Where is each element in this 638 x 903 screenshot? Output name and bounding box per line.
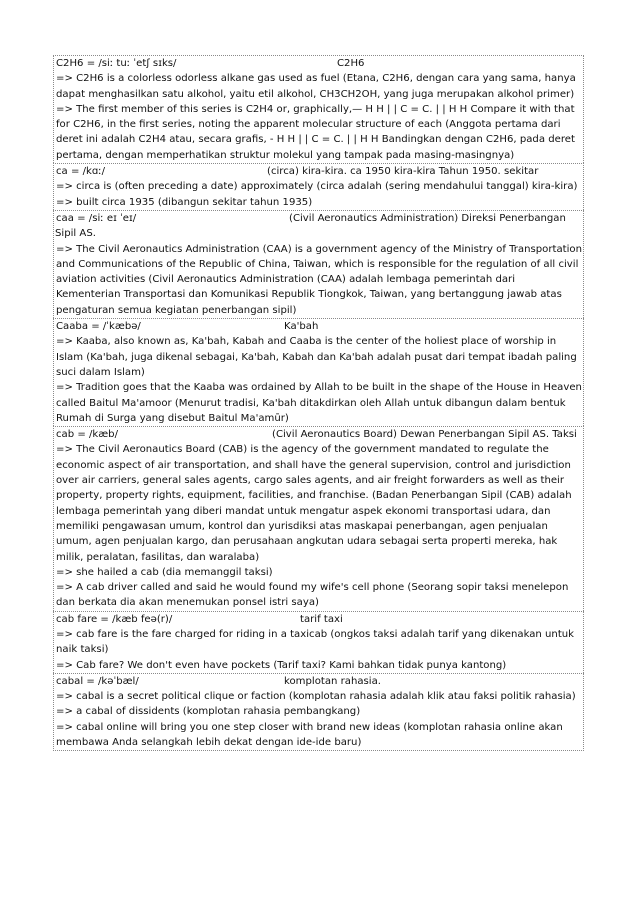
- entry-line: => circa is (often preceding a date) approximately (circa adalah (sering mendahului tanggal) kira-kira): [56, 181, 578, 193]
- entry-line: => The first member of this series is C2H4 or, graphically,— H H | | C = C. | | H H Compare it with that for C2H6, in the first series, noting the apparent molecular structure of each (Anggota pertama dari deret ini adalah C2H4 atau, secara grafis, - H H | | C = C. | | H H Bandingkan dengan C2H6, pada deret pertama, dengan memperhatikan struktur molekul yang tampak pada masing-masingnya): [56, 103, 575, 161]
- entry-gloss: komplotan rahasia.: [284, 675, 382, 687]
- entry-c2h6: [53, 55, 584, 163]
- entry-term: ca = /kɑː/: [56, 166, 106, 178]
- entry-cab-fare: [53, 611, 584, 673]
- entry-header: [55, 164, 582, 179]
- entry-gloss: tarif taxi: [300, 613, 343, 625]
- entry-term: caa = /siː eɪ ˈeɪ/: [56, 212, 137, 224]
- entry-term: cab fare = /kæb feə(r)/: [56, 613, 173, 625]
- entry-line: => The Civil Aeronautics Administration (CAA) is a government agency of the Ministry of Transportation and Communications of the Republic of China, Taiwan, which is responsible for the regulation of all civil aviation activities (Civil Aeronautics Administration (CAA) adalah lembaga pemerintah dari Kementerian Transportasi dan Komunikasi Republik Tiongkok, Taiwan, yang bertanggung jawab atas pengaturan semua kegiatan penerbangan sipil): [56, 243, 582, 316]
- entry-line: => cabal online will bring you one step closer with brand new ideas (komplotan rahasia online akan membawa Anda selangkah lebih dekat dengan ide-ide baru): [56, 721, 563, 749]
- entry-term: cabal = /kəˈbæl/: [56, 675, 139, 687]
- entry-gloss: C2H6: [337, 58, 365, 69]
- entry-term: C2H6 = /siː tuː ˈetʃ sɪks/: [56, 58, 177, 69]
- entry-line: => a cabal of dissidents (komplotan rahasia pembangkang): [56, 706, 361, 718]
- entry-line: => The Civil Aeronautics Board (CAB) is the agency of the government mandated to regulate the economic aspect of air transportation, and shall have the general supervision, control and jurisdiction over air carriers, general sales agents, cargo sales agents, and air freight forwarders as well as their property, property rights, equipment, facilities, and franchise. (Badan Penerbangan Sipil (CAB) adalah lembaga pemerintah yang diberi mandat untuk mengatur aspek ekonomi transportasi udara, dan memiliki pengawasan umum, kontrol dan yurisdiksi atas maskapai penerbangan, agen penjualan umum, agen penjualan kargo, dan perusahaan angkutan udara sebagai serta properti mereka, hak milik, peralatan, fasilitas, dan waralaba): [56, 444, 572, 563]
- entry-gloss: (Civil Aeronautics Administration) Direksi Penerbangan Sipil AS.: [55, 212, 566, 240]
- entry-line: => Kaaba, also known as, Ka'bah, Kabah and Caaba is the center of the holiest place of worship in Islam (Ka'bah, juga dikenal sebagai, Ka'bah, Kabah dan Ka'bah adalah pusat dari tempat ibadah paling suci dalam Islam): [56, 336, 577, 378]
- entry-term: cab = /kæb/: [56, 429, 118, 441]
- entry-line: => she hailed a cab (dia memanggil taksi): [56, 566, 273, 578]
- entry-caa: [53, 210, 584, 318]
- entry-cabal: [53, 673, 584, 751]
- entry-header: [55, 319, 582, 334]
- entry-ca: [53, 163, 584, 210]
- entry-gloss: (Civil Aeronautics Board) Dewan Penerbangan Sipil AS. Taksi: [272, 429, 577, 441]
- entry-line: => Tradition goes that the Kaaba was ordained by Allah to be built in the shape of the House in Heaven called Baitul Ma'amoor (Menurut tradisi, Ka'bah ditakdirkan oleh Allah untuk dibangun dalam bentuk Rumah di Surga yang disebut Baitul Ma'amūr): [56, 382, 582, 424]
- entry-header: [55, 612, 582, 627]
- entry-line: => Cab fare? We don't even have pockets (Tarif taxi? Kami bahkan tidak punya kantong): [56, 659, 507, 671]
- entry-header: [55, 427, 582, 442]
- entry-line: => cabal is a secret political clique or faction (komplotan rahasia adalah klik atau faksi politik rahasia): [56, 691, 576, 703]
- entry-line: => C2H6 is a colorless odorless alkane gas used as fuel (Etana, C2H6, dengan cara yang sama, hanya dapat menghasilkan satu alkohol, yaitu etil alkohol, CH3CH2OH, yang juga merupakan alkohol primer): [56, 73, 576, 100]
- entry-gloss: (circa) kira-kira. ca 1950 kira-kira Tahun 1950. sekitar: [267, 166, 539, 178]
- entry-term: Caaba = /ˈkæbə/: [56, 321, 141, 333]
- entry-caaba: [53, 318, 584, 426]
- entry-cab: [53, 426, 584, 611]
- entry-header: [55, 211, 582, 242]
- entry-header: [55, 674, 582, 689]
- entry-line: => A cab driver called and said he would found my wife's cell phone (Seorang sopir taksi menelepon dan berkata dia akan menemukan ponsel istri saya): [56, 582, 569, 609]
- entry-line: => cab fare is the fare charged for riding in a taxicab (ongkos taksi adalah tarif yang dikenakan untuk naik taksi): [56, 628, 575, 656]
- entry-gloss: Ka'bah: [284, 321, 319, 333]
- dictionary-document: [53, 55, 584, 751]
- entry-header: [55, 56, 582, 71]
- entry-line: => built circa 1935 (dibangun sekitar tahun 1935): [56, 196, 313, 208]
